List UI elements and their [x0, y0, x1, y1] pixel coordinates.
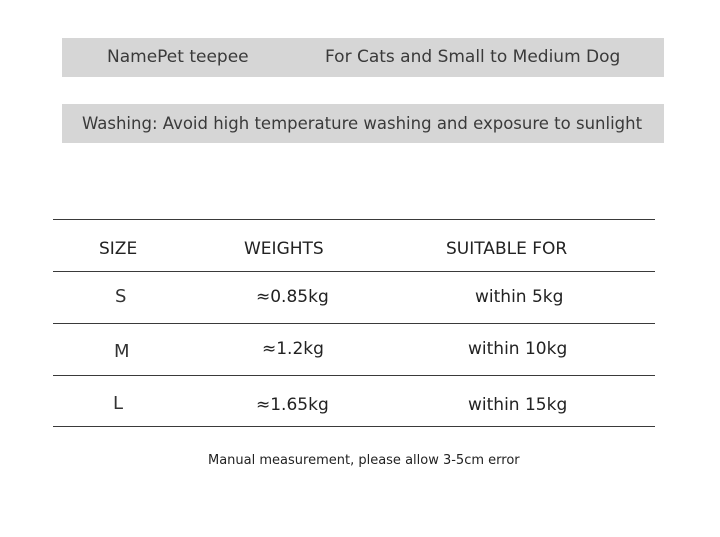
- row-suitable: within 10kg: [468, 339, 568, 359]
- header-divider: [53, 271, 655, 272]
- washing-note: Washing: Avoid high temperature washing and exposure to sunlight: [82, 114, 643, 133]
- header-suitable-for: SUITABLE FOR: [446, 239, 568, 259]
- row-size: S: [115, 286, 127, 307]
- row-weight: ≈1.65kg: [256, 395, 329, 415]
- row-suitable: within 5kg: [475, 287, 564, 307]
- product-name: NamePet teepee: [107, 47, 249, 67]
- table-bottom-divider: [53, 426, 655, 427]
- row-size: M: [114, 341, 130, 362]
- product-suitability: For Cats and Small to Medium Dog: [325, 47, 621, 67]
- table-top-divider: [53, 219, 655, 220]
- row-divider: [53, 323, 655, 324]
- measurement-note: Manual measurement, please allow 3-5cm error: [208, 453, 520, 468]
- washing-banner: [62, 104, 664, 143]
- row-suitable: within 15kg: [468, 395, 568, 415]
- header-weights: WEIGHTS: [244, 239, 324, 259]
- row-weight: ≈1.2kg: [262, 339, 324, 359]
- header-size: SIZE: [99, 239, 138, 259]
- product-banner: [62, 38, 664, 77]
- row-size: L: [113, 393, 124, 414]
- row-weight: ≈0.85kg: [256, 287, 329, 307]
- row-divider: [53, 375, 655, 376]
